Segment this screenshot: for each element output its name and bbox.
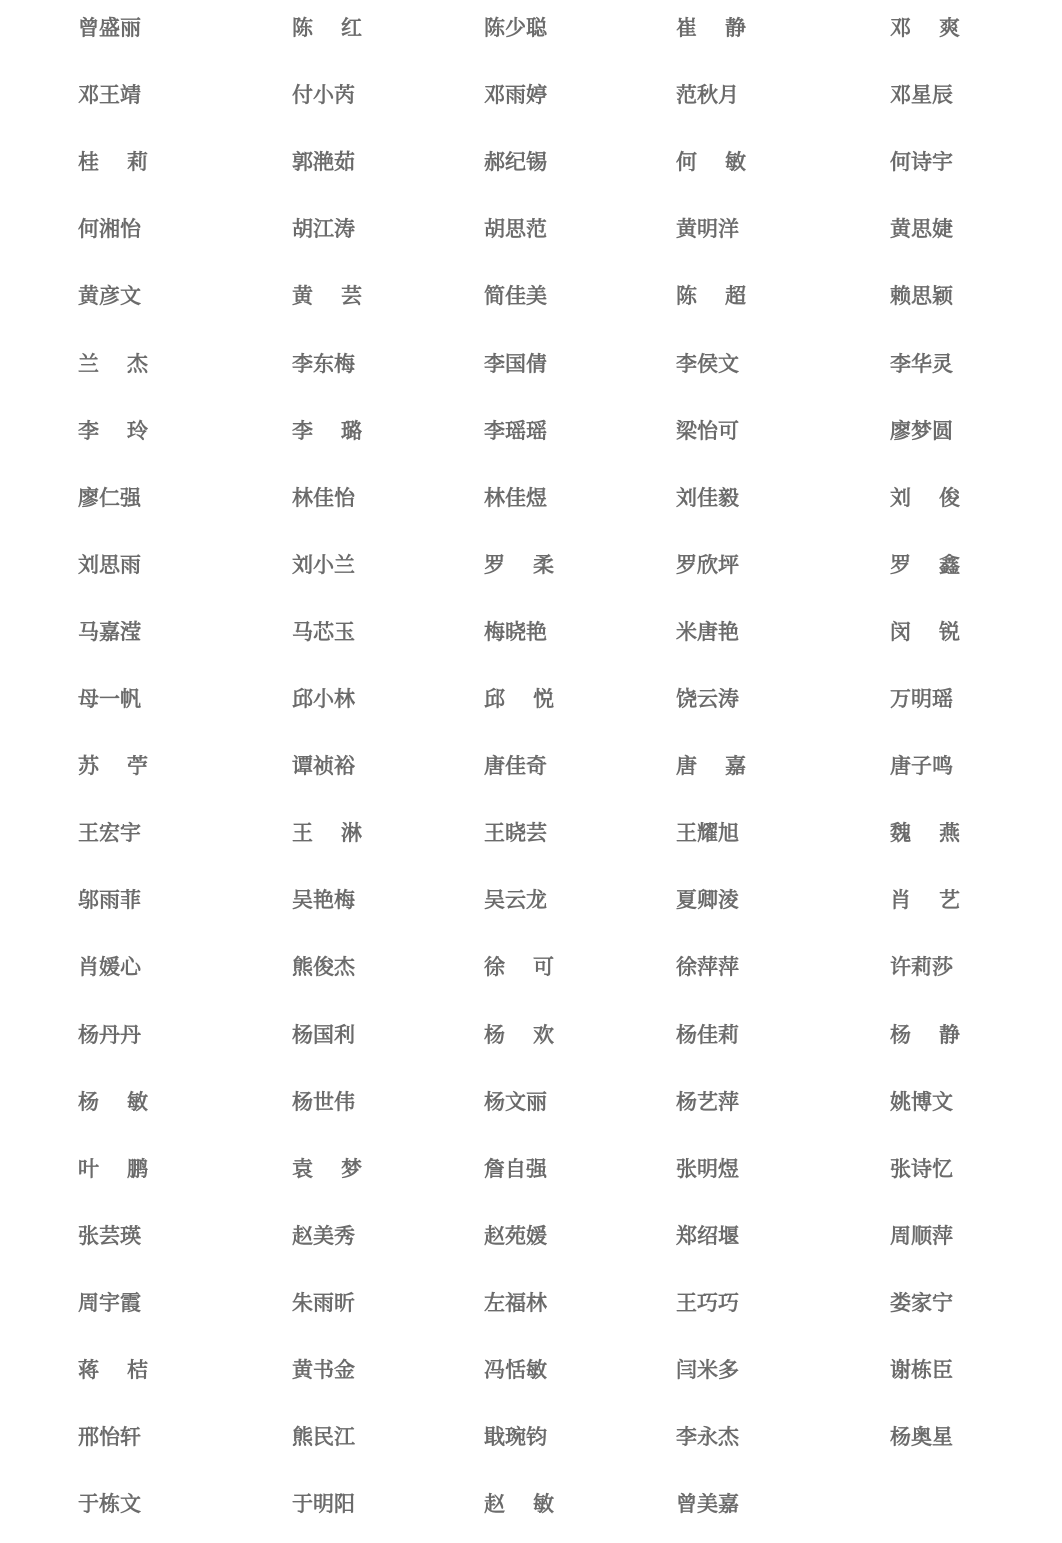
name-cell: 邬雨菲 bbox=[78, 888, 141, 913]
name-cell: 梅晓艳 bbox=[484, 619, 547, 644]
name-cell: 苏 苧 bbox=[78, 754, 148, 779]
name-cell: 魏 燕 bbox=[890, 821, 960, 846]
name-cell: 李东梅 bbox=[292, 351, 355, 376]
name-cell: 李永杰 bbox=[676, 1425, 739, 1450]
name-cell: 范秋月 bbox=[676, 83, 739, 108]
name-cell: 蒋 桔 bbox=[78, 1358, 148, 1382]
name-cell: 熊民江 bbox=[292, 1425, 355, 1450]
name-cell: 杨丹丹 bbox=[78, 1022, 141, 1047]
name-cell: 母一帆 bbox=[78, 687, 141, 711]
name-cell: 熊俊杰 bbox=[292, 955, 355, 980]
name-cell: 吴艳梅 bbox=[292, 888, 355, 913]
name-cell: 邱小林 bbox=[292, 687, 355, 711]
name-cell: 郝纪锡 bbox=[484, 150, 547, 175]
name-row bbox=[0, 142, 1062, 182]
name-cell: 王巧巧 bbox=[676, 1290, 739, 1315]
name-cell: 唐佳奇 bbox=[484, 754, 547, 779]
name-cell: 杨文丽 bbox=[484, 1089, 547, 1114]
name-cell: 马芯玉 bbox=[292, 619, 355, 644]
name-cell: 杨国利 bbox=[292, 1022, 355, 1047]
name-row bbox=[0, 746, 1062, 786]
name-cell: 桂 莉 bbox=[78, 150, 148, 175]
name-cell: 王 淋 bbox=[292, 821, 362, 846]
name-cell: 简佳美 bbox=[484, 284, 547, 309]
name-cell: 戢琬钧 bbox=[484, 1425, 547, 1450]
name-row bbox=[0, 1082, 1062, 1122]
name-cell: 刘思雨 bbox=[78, 552, 141, 577]
name-row bbox=[0, 344, 1062, 384]
name-cell: 邓雨婷 bbox=[484, 83, 547, 108]
name-cell: 兰 杰 bbox=[78, 351, 148, 376]
name-cell: 赵苑媛 bbox=[484, 1223, 547, 1248]
name-row bbox=[0, 679, 1062, 719]
name-cell: 夏卿淩 bbox=[676, 888, 739, 913]
name-cell: 杨世伟 bbox=[292, 1089, 355, 1114]
name-cell: 黄明洋 bbox=[676, 217, 739, 242]
name-row bbox=[0, 478, 1062, 518]
name-cell: 谢栋臣 bbox=[890, 1358, 953, 1382]
name-cell: 李侯文 bbox=[676, 351, 739, 376]
name-cell: 刘 俊 bbox=[890, 485, 960, 510]
name-cell: 左福林 bbox=[484, 1290, 547, 1315]
name-cell: 陈 超 bbox=[676, 284, 746, 309]
name-row bbox=[0, 1350, 1062, 1390]
name-cell: 李瑶瑶 bbox=[484, 418, 547, 443]
name-row bbox=[0, 612, 1062, 652]
name-row bbox=[0, 1149, 1062, 1189]
name-cell: 罗欣坪 bbox=[676, 552, 739, 577]
name-cell: 徐 可 bbox=[484, 955, 554, 980]
name-cell: 肖 艺 bbox=[890, 888, 960, 913]
name-cell: 赵美秀 bbox=[292, 1223, 355, 1248]
name-row bbox=[0, 209, 1062, 249]
name-cell: 胡思范 bbox=[484, 217, 547, 242]
name-cell: 杨奥星 bbox=[890, 1425, 953, 1450]
name-cell: 姚博文 bbox=[890, 1089, 953, 1114]
name-cell: 陈 红 bbox=[292, 16, 362, 40]
name-row bbox=[0, 276, 1062, 316]
name-cell: 邓星辰 bbox=[890, 83, 953, 108]
name-cell: 黄思婕 bbox=[890, 217, 953, 242]
name-cell: 崔 静 bbox=[676, 16, 746, 40]
name-cell: 叶 鹏 bbox=[78, 1156, 148, 1181]
name-cell: 张诗忆 bbox=[890, 1156, 953, 1181]
name-cell: 黄书金 bbox=[292, 1358, 355, 1382]
name-cell: 张芸瑛 bbox=[78, 1223, 141, 1248]
name-cell: 曾美嘉 bbox=[676, 1492, 739, 1517]
name-cell: 何 敏 bbox=[676, 150, 746, 175]
name-cell: 黄 芸 bbox=[292, 284, 362, 309]
name-cell: 赖思颖 bbox=[890, 284, 953, 309]
name-cell: 马嘉滢 bbox=[78, 619, 141, 644]
name-cell: 郭滟茹 bbox=[292, 150, 355, 175]
name-cell: 胡江涛 bbox=[292, 217, 355, 242]
name-cell: 邓王靖 bbox=[78, 83, 141, 108]
name-row bbox=[0, 1216, 1062, 1256]
name-cell: 詹自强 bbox=[484, 1156, 547, 1181]
name-row bbox=[0, 1484, 1062, 1524]
name-cell: 冯恬敏 bbox=[484, 1358, 547, 1382]
name-cell: 吴云龙 bbox=[484, 888, 547, 913]
name-cell: 杨艺萍 bbox=[676, 1089, 739, 1114]
name-row bbox=[0, 545, 1062, 585]
name-row bbox=[0, 880, 1062, 920]
name-cell: 杨佳莉 bbox=[676, 1022, 739, 1047]
name-cell: 袁 梦 bbox=[292, 1156, 362, 1181]
name-cell: 李 璐 bbox=[292, 418, 362, 443]
name-cell: 闫米多 bbox=[676, 1358, 739, 1382]
name-cell: 娄家宁 bbox=[890, 1290, 953, 1315]
name-cell: 王晓芸 bbox=[484, 821, 547, 846]
name-cell: 杨 敏 bbox=[78, 1089, 148, 1114]
name-cell: 邱 悦 bbox=[484, 687, 554, 711]
name-row bbox=[0, 75, 1062, 115]
name-cell: 梁怡可 bbox=[676, 418, 739, 443]
name-cell: 何诗宇 bbox=[890, 150, 953, 175]
name-cell: 唐子鸣 bbox=[890, 754, 953, 779]
name-cell: 张明煜 bbox=[676, 1156, 739, 1181]
name-cell: 朱雨昕 bbox=[292, 1290, 355, 1315]
name-cell: 于栋文 bbox=[78, 1492, 141, 1517]
name-row bbox=[0, 8, 1062, 48]
name-cell: 廖仁强 bbox=[78, 485, 141, 510]
name-cell: 郑绍堰 bbox=[676, 1223, 739, 1248]
name-cell: 徐萍萍 bbox=[676, 955, 739, 980]
name-cell: 陈少聪 bbox=[484, 16, 547, 40]
name-cell: 闵 锐 bbox=[890, 619, 960, 644]
name-row bbox=[0, 411, 1062, 451]
name-cell: 唐 嘉 bbox=[676, 754, 746, 779]
name-cell: 周宇霞 bbox=[78, 1290, 141, 1315]
name-cell: 周顺萍 bbox=[890, 1223, 953, 1248]
name-row bbox=[0, 1417, 1062, 1457]
name-cell: 黄彦文 bbox=[78, 284, 141, 309]
name-cell: 李 玲 bbox=[78, 418, 148, 443]
name-cell: 王宏宇 bbox=[78, 821, 141, 846]
name-cell: 于明阳 bbox=[292, 1492, 355, 1517]
name-row bbox=[0, 813, 1062, 853]
name-cell: 刘佳毅 bbox=[676, 485, 739, 510]
name-cell: 邓 爽 bbox=[890, 16, 960, 40]
name-cell: 邢怡轩 bbox=[78, 1425, 141, 1450]
name-cell: 林佳煜 bbox=[484, 485, 547, 510]
name-row bbox=[0, 947, 1062, 987]
name-cell: 赵 敏 bbox=[484, 1492, 554, 1517]
name-cell: 廖梦圆 bbox=[890, 418, 953, 443]
name-cell: 米唐艳 bbox=[676, 619, 739, 644]
name-cell: 许莉莎 bbox=[890, 955, 953, 980]
name-cell: 杨 静 bbox=[890, 1022, 960, 1047]
name-row bbox=[0, 1015, 1062, 1055]
name-cell: 罗 鑫 bbox=[890, 552, 960, 577]
name-cell: 万明瑶 bbox=[890, 687, 953, 711]
name-cell: 曾盛丽 bbox=[78, 16, 141, 40]
name-cell: 饶云涛 bbox=[676, 687, 739, 711]
name-cell: 刘小兰 bbox=[292, 552, 355, 577]
name-cell: 何湘怡 bbox=[78, 217, 141, 242]
name-cell: 王耀旭 bbox=[676, 821, 739, 846]
name-cell: 罗 柔 bbox=[484, 552, 554, 577]
name-cell: 付小芮 bbox=[292, 83, 355, 108]
name-cell: 李华灵 bbox=[890, 351, 953, 376]
name-row bbox=[0, 1283, 1062, 1323]
name-cell: 林佳怡 bbox=[292, 485, 355, 510]
name-cell: 李国倩 bbox=[484, 351, 547, 376]
name-cell: 肖媛心 bbox=[78, 955, 141, 980]
name-cell: 谭祯裕 bbox=[292, 754, 355, 779]
name-cell: 杨 欢 bbox=[484, 1022, 554, 1047]
